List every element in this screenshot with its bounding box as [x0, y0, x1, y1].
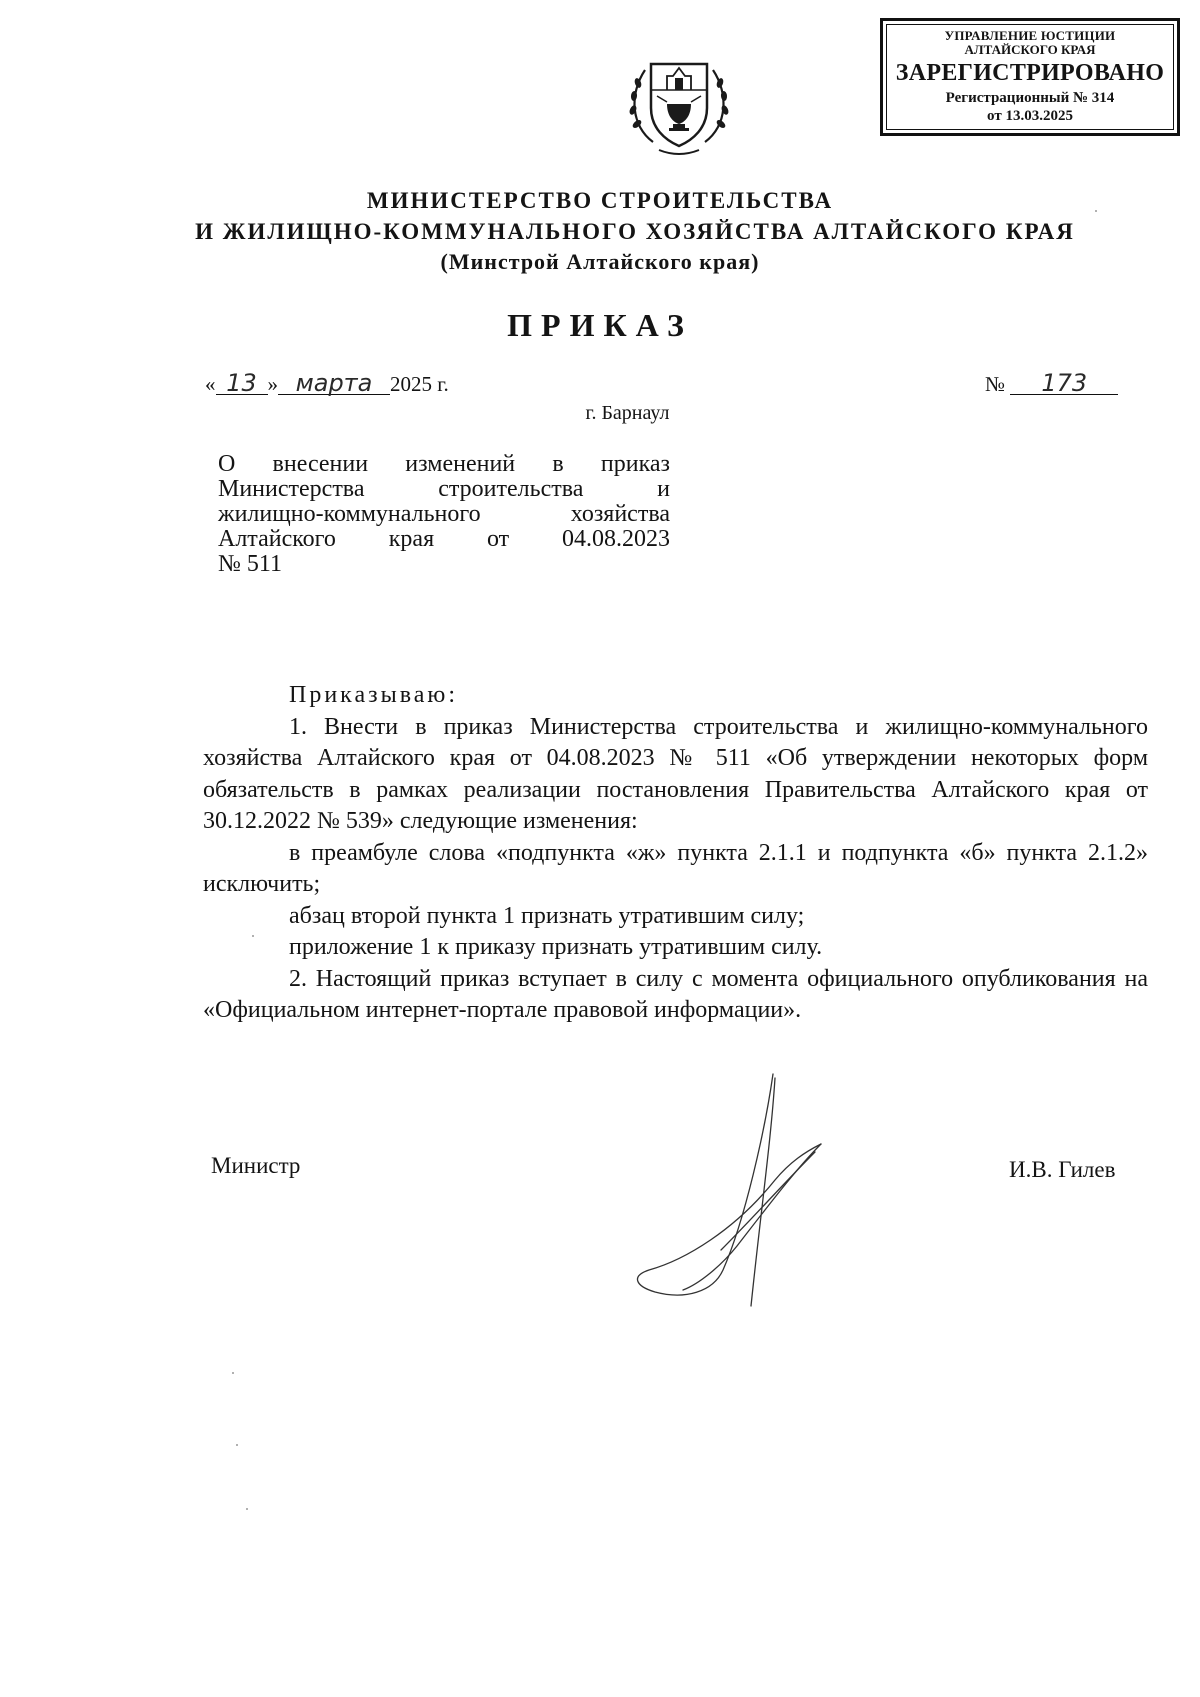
date-day: 13	[216, 372, 268, 395]
order-number-label: №	[985, 372, 1006, 396]
order-date	[205, 369, 449, 397]
body-paragraph-1: 1. Внести в приказ Министерства строительства и жилищно-коммунального хозяйства Алтайского края от 04.08.2023 № 511 «Об утверждении некоторых форм обязательств в рамках реализации постановления Правительства Алтайского края от 30.12.2022 № 539» следующие изменения:	[203, 713, 1148, 834]
ministry-name-line2: И ЖИЛИЩНО-КОММУНАЛЬНОГО ХОЗЯЙСТВА АЛТАЙСКОГО КРАЯ	[195, 219, 1075, 244]
subject-line: Алтайского края от 04.08.2023	[218, 526, 670, 552]
city: г. Барнаул	[585, 402, 670, 424]
order-body	[203, 680, 1148, 1027]
signatory-name: И.В. Гилев	[1009, 1157, 1116, 1182]
scan-speck	[236, 1444, 238, 1446]
signatory-role: Министр	[211, 1153, 301, 1178]
order-subject	[218, 452, 670, 577]
handwritten-signature	[625, 1070, 855, 1320]
subject-line: № 511	[218, 551, 283, 577]
scan-speck	[1095, 210, 1097, 212]
subject-line: жилищно-коммунального хозяйства	[218, 501, 670, 527]
stamp-authority-line1: УПРАВЛЕНИЕ ЮСТИЦИИ	[944, 28, 1116, 43]
stamp-authority-line2: АЛТАЙСКОГО КРАЯ	[964, 41, 1096, 57]
coat-of-arms-emblem	[623, 46, 735, 158]
order-directive: Приказываю:	[289, 682, 458, 708]
subject-line: Министерства строительства и	[218, 476, 670, 502]
stamp-status: ЗАРЕГИСТРИРОВАНО	[895, 60, 1165, 87]
ministry-name-line1: МИНИСТЕРСТВО СТРОИТЕЛЬСТВА	[366, 188, 834, 213]
scan-speck	[232, 1372, 234, 1374]
body-paragraph-4: приложение 1 к приказу признать утратившим силу.	[289, 934, 823, 960]
stamp-reg-date: от 13.03.2025	[987, 108, 1073, 125]
stamp-reg-number: Регистрационный № 314	[945, 90, 1115, 107]
body-paragraph-3: абзац второй пункта 1 признать утратившим силу;	[289, 902, 805, 929]
date-year: 2025 г.	[390, 372, 449, 396]
scan-speck	[252, 935, 254, 937]
date-month: марта	[278, 372, 390, 395]
body-paragraph-2: в преамбуле слова «подпункта «ж» пункта 2.1.1 и подпункта «б» пункта 2.1.2» исключить;	[203, 839, 1148, 897]
body-paragraph-5: 2. Настоящий приказ вступает в силу с момента официального опубликования на «Официальном интернет-портале правовой информации».	[203, 965, 1148, 1023]
ministry-short-name: (Минстрой Алтайского края)	[440, 249, 760, 274]
order-number	[985, 369, 1118, 397]
document-title: ПРИКАЗ	[507, 307, 693, 343]
date-quote-open: «	[205, 372, 216, 396]
registration-stamp	[880, 18, 1180, 136]
date-quote-close: »	[267, 372, 278, 396]
scan-speck	[246, 1508, 248, 1510]
subject-line: О внесении изменений в приказ	[218, 451, 670, 477]
order-number-value: 173	[1010, 372, 1118, 395]
